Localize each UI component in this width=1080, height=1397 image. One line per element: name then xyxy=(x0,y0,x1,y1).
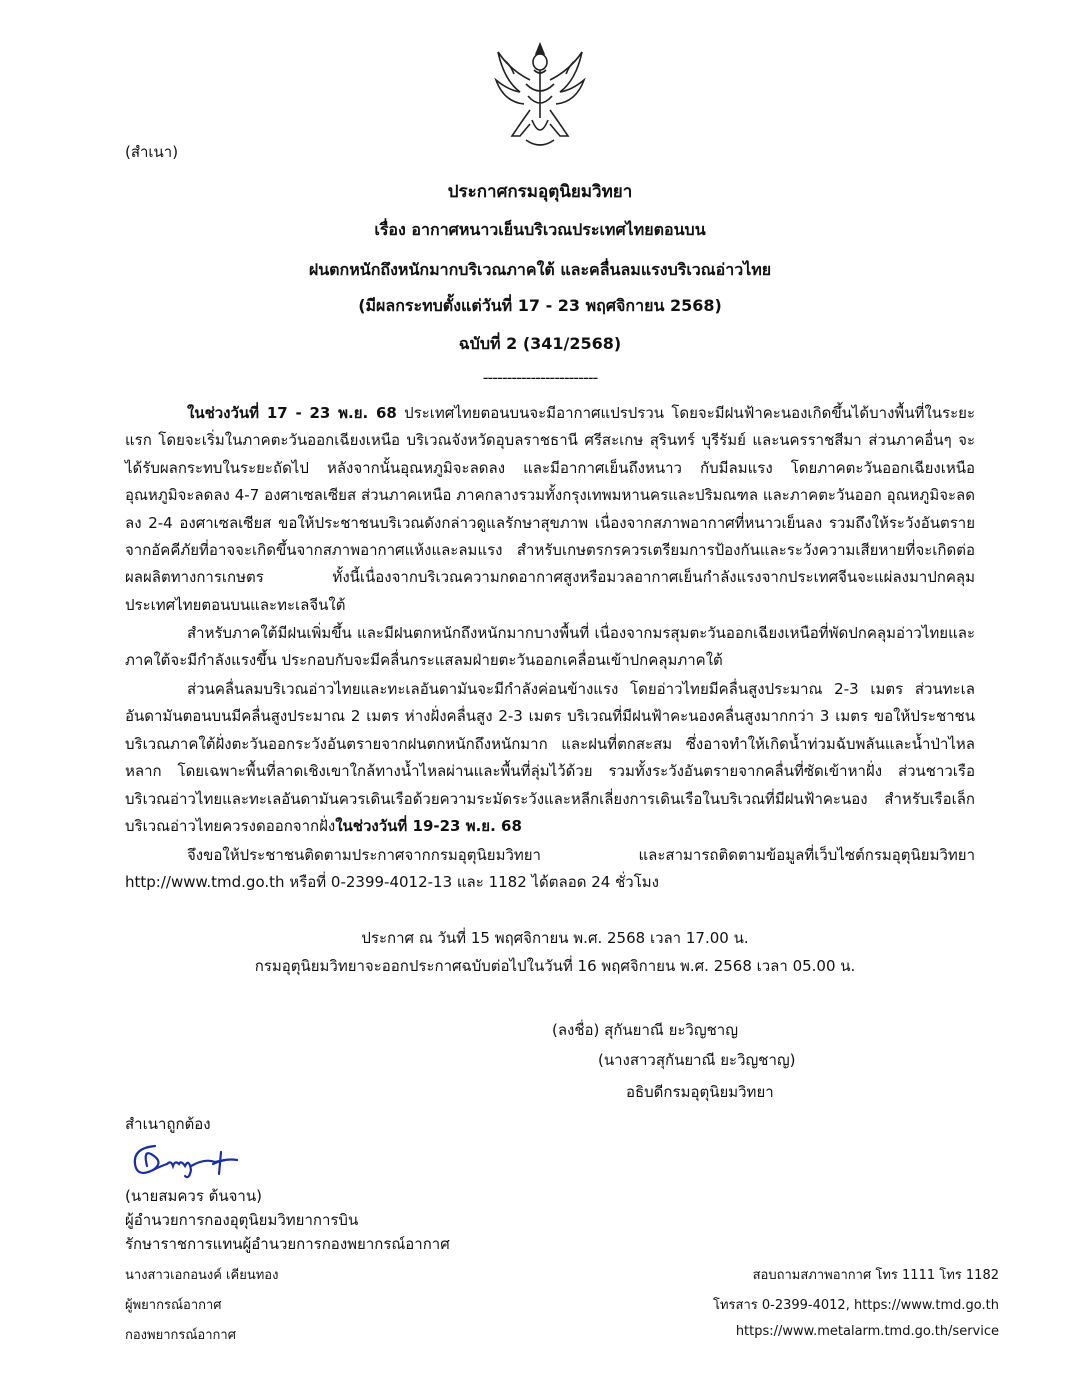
forecaster-title: ผู้พยากรณ์อากาศ xyxy=(125,1298,222,1313)
document-subject-line2: ฝนตกหนักถึงหนักมากบริเวณภาคใต้ และคลื่นลมแรงบริเวณอ่าวไทย xyxy=(308,260,772,279)
paragraph-4: จึงขอให้ประชาชนติดตามประกาศจากกรมอุตุนิยมวิทยา และสามารถติดตามข้อมูลที่เว็บไซต์กรมอุตุนิยมวิทยา http://www.tmd.go.th หรือที่ 0-2399-4012-13 และ 1182 ได้ตลอด 24 ชั่วโมง xyxy=(125,846,975,892)
paragraph-3 xyxy=(125,676,975,840)
paragraph-1-lead: ในช่วงวันที่ 17 - 23 พ.ย. 68 xyxy=(187,404,397,422)
title-divider: ------------------------ xyxy=(482,368,598,387)
forecaster-division: กองพยากรณ์อากาศ xyxy=(125,1328,236,1343)
certifier-position: ผู้อำนวยการกองอุตุนิยมวิทยาการบิน xyxy=(125,1211,359,1229)
announcement-date: ประกาศ ณ วันที่ 15 พฤศจิกายน พ.ศ. 2568 เวลา 17.00 น. xyxy=(361,929,749,947)
handwritten-signature xyxy=(125,1136,245,1184)
document-title: ประกาศกรมอุตุนิยมวิทยา xyxy=(447,182,633,202)
signatory-name: (นางสาวสุกันยาณี ยะวิญชาญ) xyxy=(598,1051,796,1069)
paragraph-3-text: ส่วนคลื่นลมบริเวณอ่าวไทยและทะเลอันดามันจะมีกำลังค่อนข้างแรง โดยอ่าวไทยมีคลื่นสูงประมาณ 2-3 เมตร ส่วนทะเลอันดามันตอนบนมีคลื่นสูงประมาณ 2 เมตร ห่างฝั่งคลื่นสูง 2-3 เมตร บริเวณที่มีฝนฟ้าคะนองคลื่นสูงมากกว่า 3 เมตร ขอให้ประชาชนบริเวณภาคใต้ฝั่งตะวันออกระวังอันตรายจากฝนตกหนักถึงหนักมาก และฝนที่ตกสะสม ซึ่งอาจทำให้เกิดน้ำท่วมฉับพลันและน้ำป่าไหลหลาก โดยเฉพาะพื้นที่ลาดเชิงเขาใกล้ทางน้ำไหลผ่านและพื้นที่ลุ่มไว้ด้วย รวมทั้งระวังอันตรายจากคลื่นที่ซัดเข้าหาฝั่ง ส่วนชาวเรือบริเวณอ่าวไทยและทะเลอันดามันควรเดินเรือด้วยความระมัดระวังและหลีกเลี่ยงการเดินเรือในบริเวณที่มีฝนฟ้าคะนอง สำหรับเรือเล็กบริเวณอ่าวไทยควรงดออกจากฝั่ง xyxy=(125,680,975,836)
signed-line: (ลงชื่อ) สุกันยาณี ยะวิญชาญ xyxy=(552,1021,738,1039)
certifier-name: (นายสมควร ต้นจาน) xyxy=(125,1187,262,1205)
copy-label: (สำเนา) xyxy=(125,143,179,161)
next-announcement: กรมอุตุนิยมวิทยาจะออกประกาศฉบับต่อไปในวันที่ 16 พฤศจิกายน พ.ศ. 2568 เวลา 05.00 น. xyxy=(254,957,856,975)
paragraph-3-tail: ในช่วงวันที่ 19-23 พ.ย. 68 xyxy=(335,817,522,836)
certified-copy-label: สำเนาถูกต้อง xyxy=(125,1115,211,1133)
paragraph-1-text: ประเทศไทยตอนบนจะมีอากาศแปรปรวน โดยจะมีฝนฟ้าคะนองเกิดขึ้นได้บางพื้นที่ในระยะแรก โดยจะเริ่มในภาคตะวันออกเฉียงเหนือ บริเวณจังหวัดอุบลราชธานี ศรีสะเกษ สุรินทร์ บุรีรัมย์ และนครราชสีมา ส่วนภาคอื่นๆ จะได้รับผลกระทบในระยะถัดไป หลังจากนั้นอุณหภูมิจะลดลง และมีอากาศเย็นถึงหนาว กับมีลมแรง โดยภาคตะวันออกเฉียงเหนือ อุณหภูมิจะลดลง 4-7 องศาเซลเซียส ส่วนภาคเหนือ ภาคกลางรวมทั้งกรุงเทพมหานครและปริมณฑล และภาคตะวันออก อุณหภูมิจะลดลง 2-4 องศาเซลเซียส ขอให้ประชาชนบริเวณดังกล่าวดูแลรักษาสุขภาพ เนื่องจากสภาพอากาศที่หนาวเย็นลง รวมถึงให้ระวังอันตรายจากอัคคีภัยที่อาจจะเกิดขึ้นจากสภาพอากาศแห้งและลมแรง สำหรับเกษตรกรควรเตรียมการป้องกันและระวังความเสียหายที่จะเกิดต่อผลผลิตทางการเกษตร ทั้งนี้เนื่องจากบริเวณความกดอากาศสูงหรือมวลอากาศเย็นกำลังแรงจากประเทศจีนจะแผ่ลงมาปกคลุมประเทศไทยตอนบนและทะเลจีนใต้ xyxy=(125,404,975,614)
contact-fax-website: โทรสาร 0-2399-4012, https://www.tmd.go.th xyxy=(713,1298,999,1313)
forecaster-name: นางสาวเอกอนงค์ เคียนทอง xyxy=(125,1268,279,1283)
document-subject: เรื่อง อากาศหนาวเย็นบริเวณประเทศไทยตอนบน xyxy=(374,220,706,239)
issue-number: ฉบับที่ 2 (341/2568) xyxy=(458,334,622,353)
contact-service-url: https://www.metalarm.tmd.go.th/service xyxy=(735,1324,999,1339)
paragraph-1 xyxy=(125,400,975,619)
certifier-acting-position: รักษาราชการแทนผู้อำนวยการกองพยากรณ์อากาศ xyxy=(125,1235,450,1253)
effective-period: (มีผลกระทบตั้งแต่วันที่ 17 - 23 พฤศจิกายน 2568) xyxy=(358,296,722,315)
garuda-emblem-icon xyxy=(490,40,590,152)
contact-phone: สอบถามสภาพอากาศ โทร 1111 โทร 1182 xyxy=(752,1268,999,1283)
paragraph-2: สำหรับภาคใต้มีฝนเพิ่มขึ้น และมีฝนตกหนักถึงหนักมากบางพื้นที่ เนื่องจากมรสุมตะวันออกเฉียงเหนือที่พัดปกคลุมอ่าวไทยและภาคใต้จะมีกำลังแรงขึ้น ประกอบกับจะมีคลื่นกระแสลมฝ่ายตะวันออกเคลื่อนเข้าปกคลุมภาคใต้ xyxy=(125,624,975,670)
signatory-position: อธิบดีกรมอุตุนิยมวิทยา xyxy=(626,1083,774,1101)
